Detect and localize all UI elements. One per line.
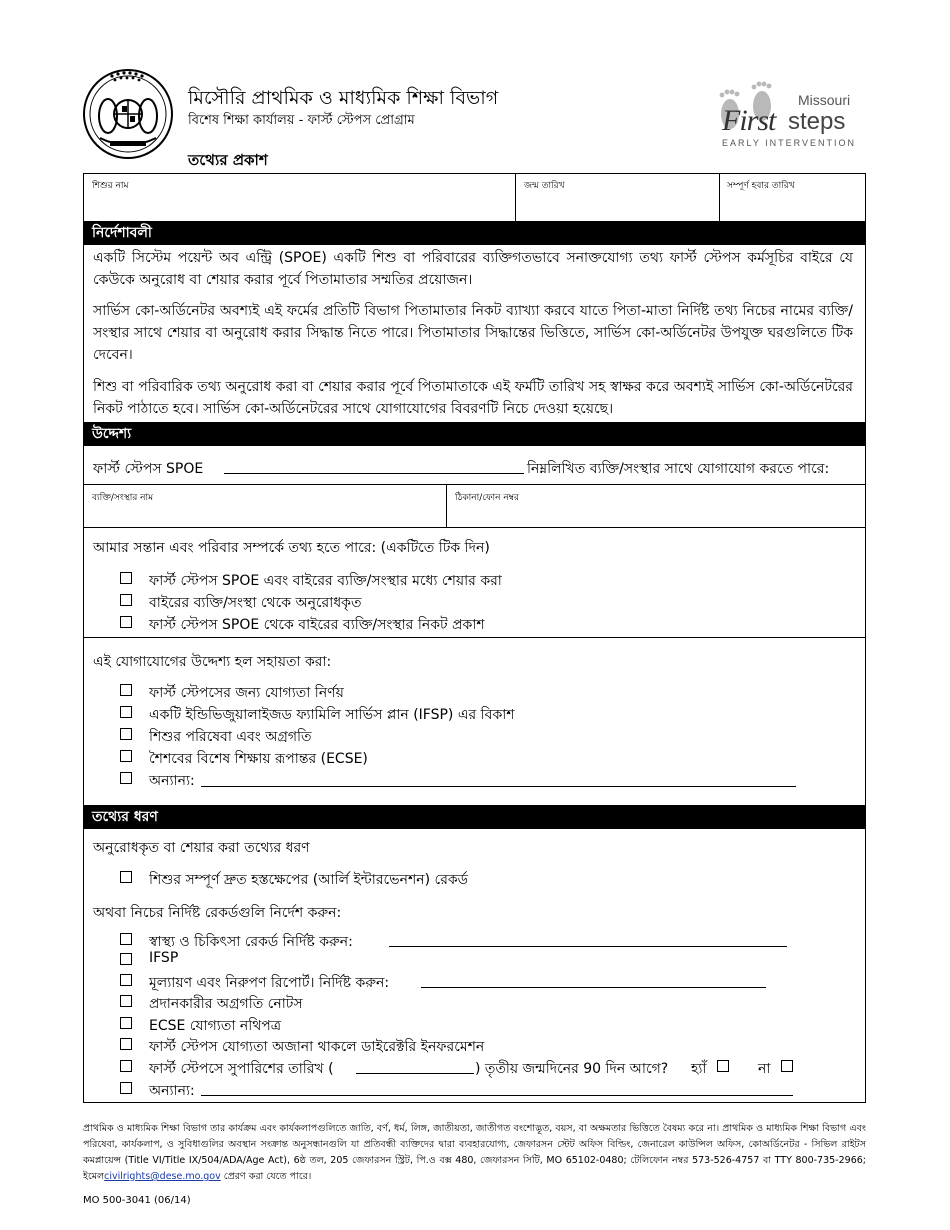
referral-date-field[interactable] bbox=[356, 1073, 474, 1074]
purpose-option-label: শিশুর পরিষেবা এবং অগ্রগতি bbox=[149, 729, 312, 745]
instructions-para-1: একটি সিস্টেম পয়েন্ট অব এন্ট্রি (SPOE) একটি শিশু বা পরিবারের ব্যক্তিগতভাবে সনাক্তযোগ্য তথ্য ফার্স্ট স্টেপস কর্মসূচির বাইরে যে কেউকে অনুরোধ বা শেয়ার করার পূর্বে পিতামাতার সম্মতির প্রয়োজন। bbox=[93, 250, 853, 288]
progress-notes-checkbox[interactable] bbox=[120, 995, 132, 1007]
purpose-option-label: অন্যান্য: bbox=[149, 773, 195, 789]
record-option-label: অন্যান্য: bbox=[149, 1083, 195, 1099]
completed-date-label: সম্পূর্ণ হবার তারিখ bbox=[727, 181, 795, 191]
record-option-label: ফার্স্ট স্টেপসে সুপারিশের তারিখ ( bbox=[149, 1061, 334, 1077]
health-records-checkbox[interactable] bbox=[120, 933, 132, 945]
directory-info-checkbox[interactable] bbox=[120, 1038, 132, 1050]
purpose-ecse-checkbox[interactable] bbox=[120, 750, 132, 762]
logo-steps: steps bbox=[788, 108, 846, 135]
completed-date-field[interactable] bbox=[727, 192, 859, 218]
form-frame bbox=[83, 173, 866, 1103]
info-release-checkbox[interactable] bbox=[120, 616, 132, 628]
purpose-other-checkbox[interactable] bbox=[120, 772, 132, 784]
referral-date-checkbox[interactable] bbox=[120, 1060, 132, 1072]
department-name: মিসৌরি প্রাথমিক ও মাধ্যমিক শিক্ষা বিভাগ bbox=[188, 87, 499, 109]
record-option-label: ফার্স্ট স্টেপস যোগ্যতা অজানা থাকলে ডাইরেক্টরি ইনফরমেশন bbox=[149, 1039, 485, 1055]
dob-field[interactable] bbox=[524, 192, 712, 218]
record-option-label: প্রদানকারীর অগ্রগতি নোটস bbox=[149, 996, 303, 1012]
info-sharing-question: আমার সন্তান এবং পরিবার সম্পর্কে তথ্য হতে পারে: (একটিতে টিক দিন) bbox=[93, 540, 490, 556]
civil-rights-email-link[interactable]: civilrights@dese.mo.gov bbox=[104, 1171, 221, 1182]
purpose-eligibility-checkbox[interactable] bbox=[120, 684, 132, 696]
ecse-documents-checkbox[interactable] bbox=[120, 1017, 132, 1029]
purpose-heading: উদ্দেশ্য bbox=[84, 422, 865, 446]
complete-record-label: শিশুর সম্পূর্ণ দ্রুত হস্তক্ষেপের (আর্লি ইন্টারভেনশন) রেকর্ড bbox=[149, 872, 468, 888]
purpose-option-label: একটি ইন্ডিভিজুয়ালাইজড ফ্যামিলি সার্ভিস প্লান (IFSP) এর বিকাশ bbox=[149, 707, 515, 723]
record-option-label: মূল্যায়ণ এবং নিরুপণ রিপোর্ট। নির্দিষ্ট করুন: bbox=[149, 975, 390, 991]
spoe-prefix: ফার্স্ট স্টেপস SPOE bbox=[93, 461, 204, 477]
record-option-label: IFSP bbox=[149, 950, 179, 966]
info-option-label: ফার্স্ট স্টেপস SPOE থেকে বাইরের ব্যক্তি/সংস্থার নিকট প্রকাশ bbox=[149, 617, 485, 633]
yes-checkbox[interactable] bbox=[717, 1060, 729, 1072]
purpose-ifsp-checkbox[interactable] bbox=[120, 706, 132, 718]
info-option-label: ফার্স্ট স্টেপস SPOE এবং বাইরের ব্যক্তি/সংস্থার মধ্যে শেয়ার করা bbox=[149, 573, 502, 589]
health-records-field[interactable] bbox=[389, 946, 787, 947]
spoe-suffix: নিম্নলিখিত ব্যক্তি/সংস্থার সাথে যোগাযোগ করতে পারে: bbox=[527, 461, 830, 477]
complete-record-checkbox[interactable] bbox=[120, 871, 132, 883]
info-type-question: অনুরোধকৃত বা শেয়ার করা তথ্যের ধরণ bbox=[93, 840, 310, 856]
notice-tail: প্রেরণ করা যেতে পারে। bbox=[220, 1171, 312, 1182]
other-record-checkbox[interactable] bbox=[120, 1082, 132, 1094]
record-option-label: ECSE যোগ্যতা নথিপত্র bbox=[149, 1018, 282, 1034]
missouri-state-seal-icon bbox=[82, 68, 174, 160]
specific-records-intro: অথবা নিচের নির্দিষ্ট রেকর্ডগুলি নির্দেশ করুন: bbox=[93, 905, 342, 921]
purpose-option-label: ফার্স্ট স্টেপসের জন্য যোগ্যতা নির্ণয় bbox=[149, 685, 344, 701]
other-record-field[interactable] bbox=[201, 1095, 793, 1096]
purpose-question: এই যোগাযোগের উদ্দেশ্য হল সহায়তা করা: bbox=[93, 654, 332, 670]
agency-name-label: ব্যক্তি/সংস্থার নাম bbox=[92, 493, 154, 503]
purpose-other-field[interactable] bbox=[201, 786, 796, 787]
spoe-name-field[interactable] bbox=[224, 473, 524, 474]
ifsp-checkbox[interactable] bbox=[120, 953, 132, 965]
info-requested-checkbox[interactable] bbox=[120, 594, 132, 606]
instructions-para-2: সার্ভিস কো-অর্ডিনেটর অবশ্যই এই ফর্মের প্রতিটি বিভাগ পিতামাতার নিকট ব্যাখ্যা করবে যাতে পিতা-মাতা নির্দিষ্ট তথ্য নিচের নামের ব্যক্তি/সংস্থার সাথে শেয়ার বা অনুরোধ করার সিদ্ধান্ত নিতে পারে। পিতামাতার সিদ্ধান্তের ভিত্তিতে, সার্ভিস কো-অর্ডিনেটর উপযুক্ত ঘরগুলিতে টিক দেবেন। bbox=[93, 303, 853, 363]
referral-suffix: ) তৃতীয় জন্মদিনের 90 দিন আগে? bbox=[475, 1061, 669, 1077]
no-label: না bbox=[758, 1061, 771, 1077]
purpose-services-checkbox[interactable] bbox=[120, 728, 132, 740]
purpose-option-label: শৈশবের বিশেষ শিক্ষায় রূপান্তর (ECSE) bbox=[149, 751, 368, 767]
evaluation-report-checkbox[interactable] bbox=[120, 974, 132, 986]
logo-early-intervention: EARLY INTERVENTION bbox=[722, 138, 857, 148]
address-phone-label: ঠিকানা/ফোন নম্বর bbox=[455, 493, 520, 503]
child-name-field[interactable] bbox=[92, 192, 508, 218]
form-title: তথ্যের প্রকাশ bbox=[188, 151, 268, 169]
record-option-label: স্বাস্থ্য ও চিকিৎসা রেকর্ড নির্দিষ্ট করুন: bbox=[149, 934, 353, 950]
dob-label: জন্ম তারিখ bbox=[524, 181, 565, 191]
address-phone-field[interactable] bbox=[455, 502, 859, 524]
info-share-checkbox[interactable] bbox=[120, 572, 132, 584]
info-type-heading: তথ্যের ধরণ bbox=[84, 805, 865, 829]
evaluation-report-field[interactable] bbox=[421, 987, 766, 988]
info-option-label: বাইরের ব্যক্তি/সংস্থা থেকে অনুরোধকৃত bbox=[149, 595, 362, 611]
no-checkbox[interactable] bbox=[781, 1060, 793, 1072]
form-number: MO 500-3041 (06/14) bbox=[83, 1195, 191, 1206]
notice-text: প্রাথমিক ও মাধ্যমিক শিক্ষা বিভাগ তার কার্যক্রম এবং কার্যকলাপগুলিতে জাতি, বর্ণ, ধর্ম, লিঙ্গ, জাতীয়তা, জাতীগত বংশোদ্ভূত, বয়স, বা অক্ষমতার ভিত্তিতে বৈষম্য করে না। প্রাথমিক ও মাধ্যমিক শিক্ষা বিভাগ এবং পরিষেবা, কার্যকলাপ, ও সুবিধাগুলির অবস্থান সংক্রান্ত অনুসন্ধানগুলি যা প্রতিবন্ধী ব্যক্তিদের দ্বারা ব্যবহারযোগ্য, জেফারসন স্টেট অফিস বিল্ডিং, জেনারেল কাউন্সিল অফিস, কোঅর্ডিনেটর - সিভিল রাইটস কমপ্লায়েন্স (Title VI/Title IX/504/ADA/Age Act), 6ষ্ঠ তল, 205 জেফারসন স্ট্রিট, পি.ও বক্স 480, জেফারসন সিটি, MO 65102-0480; টেলিফোন নম্বর 573-526-4757 বা TTY 800-735-2966; ইমেল bbox=[83, 1123, 866, 1182]
yes-label: হ্যাঁ bbox=[691, 1061, 707, 1077]
logo-missouri: Missouri bbox=[798, 92, 851, 108]
office-name: বিশেষ শিক্ষা কার্যালয় - ফার্স্ট স্টেপস প্রোগ্রাম bbox=[188, 113, 415, 128]
instructions-para-3: শিশু বা পরিবারিক তথ্য অনুরোধ করা বা শেয়ার করার পূর্বে পিতামাতাকে এই ফর্মটি তারিখ সহ স্বাক্ষর করে অবশ্যই সার্ভিস কো-অর্ডিনেটরের নিকট পাঠাতে হবে। সার্ভিস কো-অর্ডিনেটরের সাথে যোগাযোগের বিবরণটি নিচে দেওয়া হয়েছে। bbox=[93, 379, 853, 417]
instructions-heading: নির্দেশাবলী bbox=[84, 221, 865, 245]
child-name-label: শিশুর নাম bbox=[92, 181, 129, 191]
logo-first: First bbox=[722, 104, 776, 137]
first-steps-logo bbox=[716, 76, 861, 152]
agency-name-field[interactable] bbox=[92, 502, 440, 524]
non-discrimination-notice bbox=[83, 1121, 866, 1185]
